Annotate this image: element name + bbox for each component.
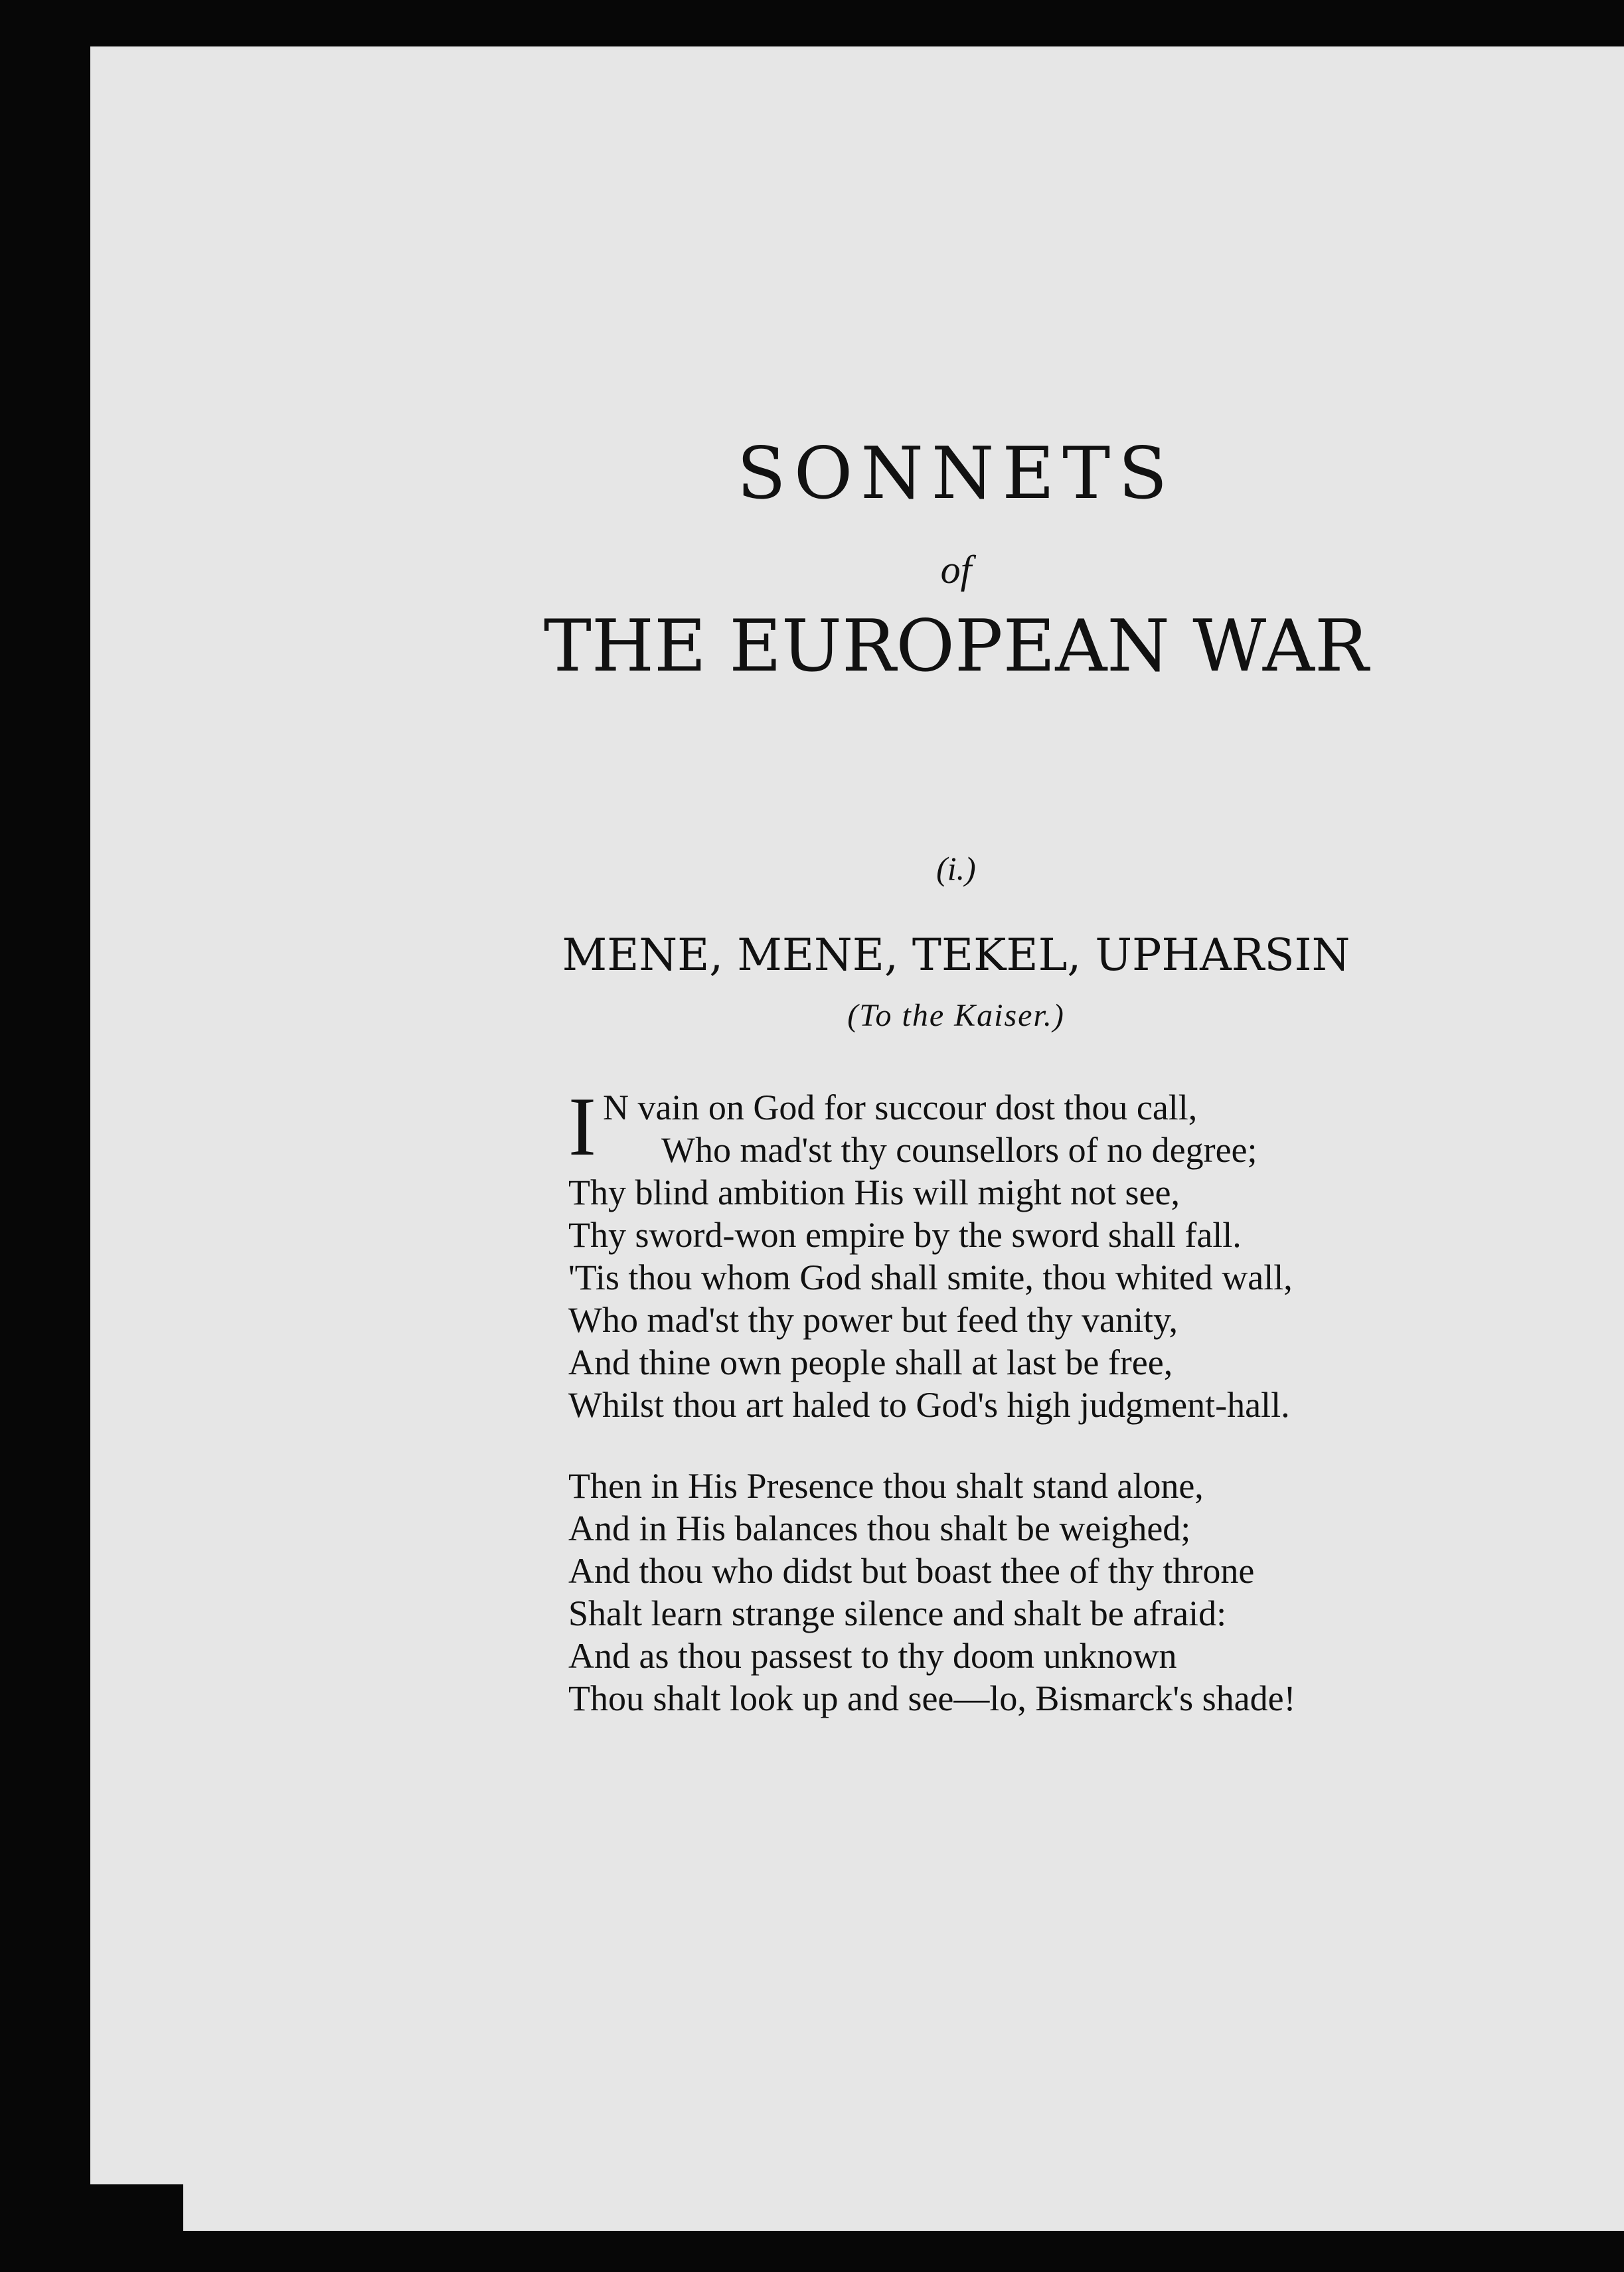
scan-border bbox=[64, 2184, 183, 2272]
poem-line: Who mad'st thy power but feed thy vanity, bbox=[568, 1300, 1178, 1340]
poem-dedication: (To the Kaiser.) bbox=[847, 998, 1065, 1033]
poem-line: Thy sword-won empire by the sword shall fall. bbox=[568, 1215, 1242, 1255]
poem-line: N vain on God for succour dost thou call, bbox=[602, 1088, 1198, 1127]
poem-number: (i.) bbox=[936, 850, 976, 887]
poem-line: And in His balances thou shalt be weighed; bbox=[568, 1508, 1191, 1548]
poem-line: Thou shalt look up and see—lo, Bismarck's shade! bbox=[568, 1678, 1296, 1718]
poem-line: And thou who didst but boast thee of thy throne bbox=[568, 1551, 1255, 1591]
poem-line: Shalt learn strange silence and shalt be afraid: bbox=[568, 1593, 1227, 1633]
book-subtitle: THE EUROPEAN WAR bbox=[543, 605, 1369, 688]
poem-line: Whilst thou art haled to God's high judgment-hall. bbox=[568, 1385, 1290, 1425]
poem-line: Thy blind ambition His will might not see, bbox=[568, 1173, 1180, 1212]
book-title: SONNETS bbox=[736, 432, 1176, 515]
poem-body bbox=[568, 1081, 1485, 1758]
poem-line: And thine own people shall at last be free, bbox=[568, 1342, 1173, 1382]
stanza-1 bbox=[568, 1081, 1485, 1426]
poem-line: Then in His Presence thou shalt stand alone, bbox=[568, 1466, 1204, 1506]
stanza-2 bbox=[568, 1465, 1485, 1720]
poem-line: And as thou passest to thy doom unknown bbox=[568, 1636, 1177, 1676]
poem-line: 'Tis thou whom God shall smite, thou whited wall, bbox=[568, 1258, 1293, 1297]
book-title-connector: of bbox=[940, 548, 972, 592]
poem-line: Who mad'st thy counsellors of no degree; bbox=[661, 1130, 1258, 1170]
poem-title: MENE, MENE, TEKEL, UPHARSIN bbox=[562, 930, 1350, 981]
drop-cap: I bbox=[568, 1081, 596, 1173]
